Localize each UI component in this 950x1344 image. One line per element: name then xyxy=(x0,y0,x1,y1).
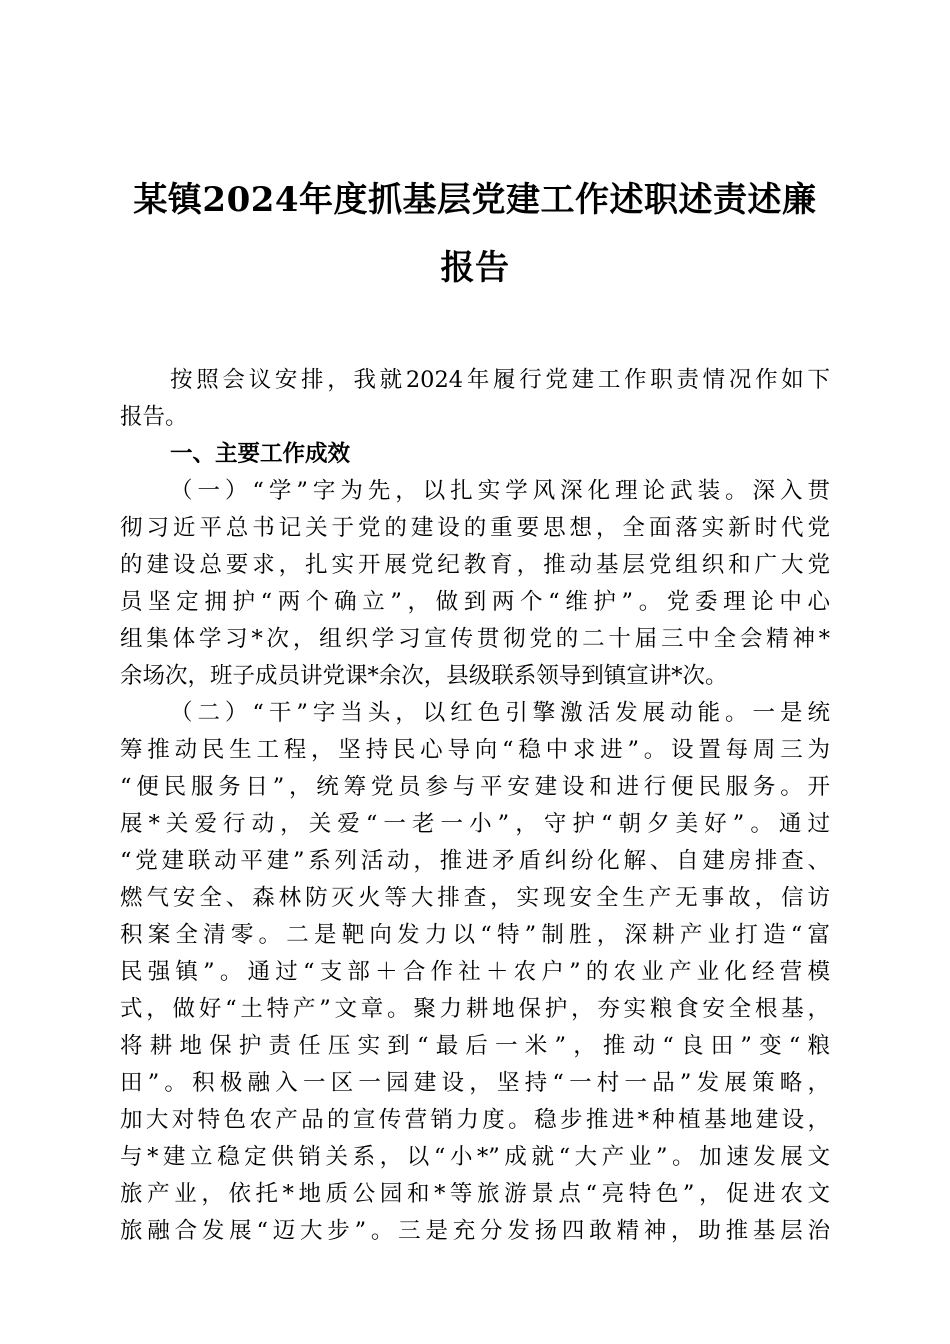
paragraph-line: 田”。积极融入一区一园建设，坚持“一村一品”发展策略， xyxy=(120,1070,830,1096)
paragraph-line: 的建设总要求，扎实开展党纪教育，推动基层党组织和广大党 xyxy=(120,552,830,578)
paragraph-line: 彻习近平总书记关于党的建设的重要思想，全面落实新时代党 xyxy=(120,515,830,541)
paragraph-line: 与*建立稳定供销关系，以“小*”成就“大产业”。加速发展文 xyxy=(120,1144,830,1170)
paragraph-line: 组集体学习*次，组织学习宣传贯彻党的二十届三中全会精神* xyxy=(120,626,830,652)
paragraph-line: 余场次，班子成员讲党课*余次，县级联系领导到镇宣讲*次。 xyxy=(120,663,728,689)
paragraph-line: 民强镇”。通过“支部＋合作社＋农户”的农业产业化经营模 xyxy=(120,959,830,985)
paragraph-line: 将耕地保护责任压实到“最后一米”，推动“良田”变“粮 xyxy=(120,1033,830,1059)
document-title-continued: 报告 xyxy=(440,248,510,288)
document-title: 某镇2024年度抓基层党建工作述职述责述廉 xyxy=(133,180,817,220)
paragraph-line: 员坚定拥护“两个确立”，做到两个“维护”。党委理论中心 xyxy=(120,589,830,615)
paragraph-line: 旅产业，依托*地质公园和*等旅游景点“亮特色”，促进农文 xyxy=(120,1181,830,1207)
intro-line: 按照会议安排，我就2024年履行党建工作职责情况作如下 xyxy=(170,367,830,393)
paragraph-line: 式，做好“土特产”文章。聚力耕地保护，夯实粮食安全根基， xyxy=(120,996,830,1022)
paragraph-line: “便民服务日”，统筹党员参与平安建设和进行便民服务。开 xyxy=(120,774,830,800)
paragraph-line: 展*关爱行动，关爱“一老一小”，守护“朝夕美好”。通过 xyxy=(120,811,830,837)
paragraph-line: 加大对特色农产品的宣传营销力度。稳步推进*种植基地建设， xyxy=(120,1107,830,1133)
paragraph-line: 筹推动民生工程，坚持民心导向“稳中求进”。设置每周三为 xyxy=(120,737,830,763)
paragraph-line: 旅融合发展“迈大步”。三是充分发扬四敢精神，助推基层治 xyxy=(120,1218,830,1244)
paragraph-line: 积案全清零。二是靶向发力以“特”制胜，深耕产业打造“富 xyxy=(120,922,830,948)
section-heading: 一、主要工作成效 xyxy=(170,441,351,467)
paragraph-line: （二）“干”字当头，以红色引擎激活发展动能。一是统 xyxy=(170,700,830,726)
paragraph-line: “党建联动平建”系列活动，推进矛盾纠纷化解、自建房排查、 xyxy=(120,848,830,874)
paragraph-line: 燃气安全、森林防灭火等大排查，实现安全生产无事故，信访 xyxy=(120,885,830,911)
paragraph-line: （一）“学”字为先，以扎实学风深化理论武装。深入贯 xyxy=(170,478,830,504)
intro-line: 报告。 xyxy=(120,404,188,430)
